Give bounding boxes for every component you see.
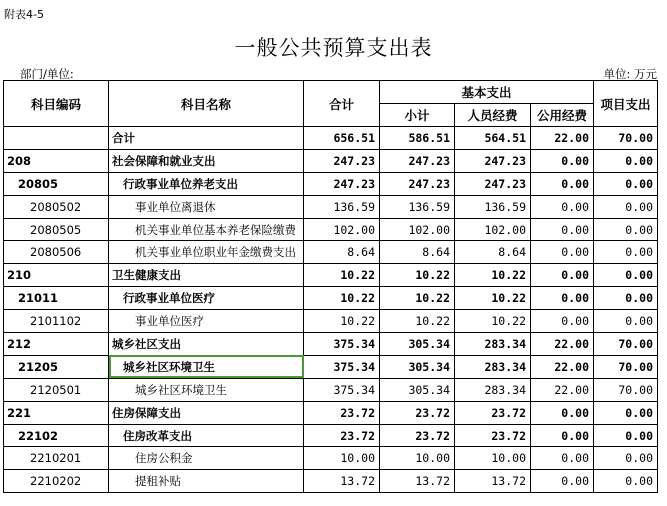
table-row[interactable] (4, 378, 658, 401)
header-subtotal: 小计 (380, 104, 455, 127)
cell-personnel[interactable]: 283.34 (455, 378, 531, 401)
cell-public[interactable]: 22.00 (531, 127, 594, 150)
cell-subtotal[interactable]: 305.34 (380, 378, 455, 401)
cell-name[interactable]: 事业单位医疗 (109, 310, 304, 333)
cell-code[interactable] (4, 127, 109, 150)
cell-name[interactable]: 住房公积金 (109, 447, 304, 470)
cell-public[interactable]: 0.00 (531, 264, 594, 287)
cell-total[interactable]: 10.00 (304, 447, 380, 470)
cell-subtotal[interactable]: 305.34 (380, 355, 455, 378)
cell-total[interactable]: 13.72 (304, 470, 380, 493)
cell-personnel[interactable]: 23.72 (455, 401, 531, 424)
cell-public[interactable]: 22.00 (531, 333, 594, 356)
table-row[interactable] (4, 470, 658, 493)
table-body (4, 127, 658, 493)
cell-total[interactable]: 10.22 (304, 264, 380, 287)
cell-subtotal[interactable]: 23.72 (380, 401, 455, 424)
cell-code[interactable]: 2080506 (4, 241, 109, 264)
cell-name[interactable]: 提租补贴 (109, 470, 304, 493)
cell-total[interactable]: 375.34 (304, 333, 380, 356)
cell-subtotal[interactable]: 13.72 (380, 470, 455, 493)
department-label: 部门/单位: (20, 67, 74, 81)
header-name: 科目名称 (109, 81, 304, 127)
cell-code[interactable]: 2101102 (4, 310, 109, 333)
cell-name[interactable]: 城乡社区环境卫生 (109, 355, 304, 378)
cell-name[interactable]: 机关事业单位基本养老保险缴费 (109, 218, 304, 241)
cell-public[interactable]: 0.00 (531, 310, 594, 333)
cell-personnel[interactable]: 10.22 (455, 287, 531, 310)
unit-label: 单位: 万元 (603, 67, 657, 81)
cell-code[interactable]: 208 (4, 149, 109, 172)
table-row[interactable] (4, 401, 658, 424)
cell-personnel[interactable]: 8.64 (455, 241, 531, 264)
cell-project[interactable]: 0.00 (594, 172, 658, 195)
cell-public[interactable]: 0.00 (531, 401, 594, 424)
cell-project[interactable]: 70.00 (594, 333, 658, 356)
cell-total[interactable]: 10.22 (304, 310, 380, 333)
cell-code[interactable]: 20805 (4, 172, 109, 195)
cell-personnel[interactable]: 10.00 (455, 447, 531, 470)
header-public: 公用经费 (531, 104, 594, 127)
table-row[interactable] (4, 127, 658, 150)
cell-name[interactable]: 合计 (109, 127, 304, 150)
cell-name[interactable]: 城乡社区支出 (109, 333, 304, 356)
table-row[interactable] (4, 149, 658, 172)
cell-subtotal[interactable]: 305.34 (380, 333, 455, 356)
cell-total[interactable]: 247.23 (304, 172, 380, 195)
cell-public[interactable]: 0.00 (531, 287, 594, 310)
cell-code[interactable]: 221 (4, 401, 109, 424)
cell-project[interactable]: 0.00 (594, 195, 658, 218)
cell-public[interactable]: 0.00 (531, 447, 594, 470)
cell-name[interactable]: 行政事业单位养老支出 (109, 172, 304, 195)
cell-public[interactable]: 22.00 (531, 355, 594, 378)
table-row[interactable] (4, 447, 658, 470)
cell-personnel[interactable]: 136.59 (455, 195, 531, 218)
cell-personnel[interactable]: 247.23 (455, 149, 531, 172)
cell-project[interactable]: 0.00 (594, 149, 658, 172)
header-project: 项目支出 (594, 81, 658, 127)
cell-subtotal[interactable]: 136.59 (380, 195, 455, 218)
attachment-label: 附表4-5 (4, 8, 44, 21)
cell-personnel[interactable]: 564.51 (455, 127, 531, 150)
cell-subtotal[interactable]: 8.64 (380, 241, 455, 264)
cell-code[interactable]: 2120501 (4, 378, 109, 401)
table-row[interactable] (4, 172, 658, 195)
cell-personnel[interactable]: 102.00 (455, 218, 531, 241)
table-row[interactable] (4, 310, 658, 333)
cell-subtotal[interactable]: 10.00 (380, 447, 455, 470)
cell-personnel[interactable]: 10.22 (455, 264, 531, 287)
cell-subtotal[interactable]: 10.22 (380, 287, 455, 310)
cell-name[interactable]: 事业单位离退休 (109, 195, 304, 218)
table-row[interactable] (4, 287, 658, 310)
cell-code[interactable]: 212 (4, 333, 109, 356)
header-code: 科目编码 (4, 81, 109, 127)
cell-public[interactable]: 0.00 (531, 241, 594, 264)
cell-total[interactable]: 23.72 (304, 424, 380, 447)
cell-total[interactable]: 375.34 (304, 355, 380, 378)
cell-public[interactable]: 0.00 (531, 172, 594, 195)
page-title: 一般公共预算支出表 (234, 36, 433, 60)
cell-public[interactable]: 0.00 (531, 149, 594, 172)
cell-code[interactable]: 21205 (4, 355, 109, 378)
cell-project[interactable]: 70.00 (594, 127, 658, 150)
cell-personnel[interactable]: 23.72 (455, 424, 531, 447)
cell-name[interactable]: 住房改革支出 (109, 424, 304, 447)
cell-subtotal[interactable]: 247.23 (380, 149, 455, 172)
table-row[interactable] (4, 264, 658, 287)
cell-total[interactable]: 136.59 (304, 195, 380, 218)
cell-personnel[interactable]: 247.23 (455, 172, 531, 195)
cell-subtotal[interactable]: 586.51 (380, 127, 455, 150)
cell-total[interactable]: 656.51 (304, 127, 380, 150)
cell-project[interactable]: 0.00 (594, 447, 658, 470)
cell-total[interactable]: 23.72 (304, 401, 380, 424)
cell-code[interactable]: 2080505 (4, 218, 109, 241)
cell-code[interactable]: 2210201 (4, 447, 109, 470)
table-row[interactable] (4, 355, 658, 378)
cell-project[interactable]: 0.00 (594, 264, 658, 287)
table-row[interactable] (4, 241, 658, 264)
cell-code[interactable]: 22102 (4, 424, 109, 447)
cell-name[interactable]: 住房保障支出 (109, 401, 304, 424)
cell-personnel[interactable]: 13.72 (455, 470, 531, 493)
cell-project[interactable]: 0.00 (594, 424, 658, 447)
table-row[interactable] (4, 333, 658, 356)
cell-total[interactable]: 8.64 (304, 241, 380, 264)
cell-subtotal[interactable]: 247.23 (380, 172, 455, 195)
cell-public[interactable]: 22.00 (531, 378, 594, 401)
cell-project[interactable]: 0.00 (594, 470, 658, 493)
expenditure-table (3, 80, 658, 493)
cell-subtotal[interactable]: 23.72 (380, 424, 455, 447)
cell-code[interactable]: 210 (4, 264, 109, 287)
table-row[interactable] (4, 218, 658, 241)
cell-project[interactable]: 70.00 (594, 355, 658, 378)
cell-project[interactable]: 70.00 (594, 378, 658, 401)
cell-project[interactable]: 0.00 (594, 401, 658, 424)
cell-name[interactable]: 城乡社区环境卫生 (109, 378, 304, 401)
cell-public[interactable]: 0.00 (531, 470, 594, 493)
cell-name[interactable]: 社会保障和就业支出 (109, 149, 304, 172)
cell-total[interactable]: 102.00 (304, 218, 380, 241)
header-personnel: 人员经费 (455, 104, 531, 127)
cell-total[interactable]: 247.23 (304, 149, 380, 172)
header-basic: 基本支出 (380, 81, 594, 104)
table-row[interactable] (4, 424, 658, 447)
cell-public[interactable]: 0.00 (531, 218, 594, 241)
cell-public[interactable]: 0.00 (531, 424, 594, 447)
header-total: 合计 (304, 81, 380, 127)
cell-name[interactable]: 卫生健康支出 (109, 264, 304, 287)
cell-subtotal[interactable]: 102.00 (380, 218, 455, 241)
cell-public[interactable]: 0.00 (531, 195, 594, 218)
cell-name[interactable]: 机关事业单位职业年金缴费支出 (109, 241, 304, 264)
cell-project[interactable]: 0.00 (594, 287, 658, 310)
cell-code[interactable]: 2080502 (4, 195, 109, 218)
cell-code[interactable]: 2210202 (4, 470, 109, 493)
cell-subtotal[interactable]: 10.22 (380, 310, 455, 333)
cell-project[interactable]: 0.00 (594, 218, 658, 241)
cell-personnel[interactable]: 283.34 (455, 333, 531, 356)
cell-subtotal[interactable]: 10.22 (380, 264, 455, 287)
table-row[interactable] (4, 195, 658, 218)
cell-total[interactable]: 375.34 (304, 378, 380, 401)
cell-name[interactable]: 行政事业单位医疗 (109, 287, 304, 310)
cell-project[interactable]: 0.00 (594, 310, 658, 333)
cell-personnel[interactable]: 283.34 (455, 355, 531, 378)
cell-code[interactable]: 21011 (4, 287, 109, 310)
cell-personnel[interactable]: 10.22 (455, 310, 531, 333)
cell-total[interactable]: 10.22 (304, 287, 380, 310)
cell-project[interactable]: 0.00 (594, 241, 658, 264)
